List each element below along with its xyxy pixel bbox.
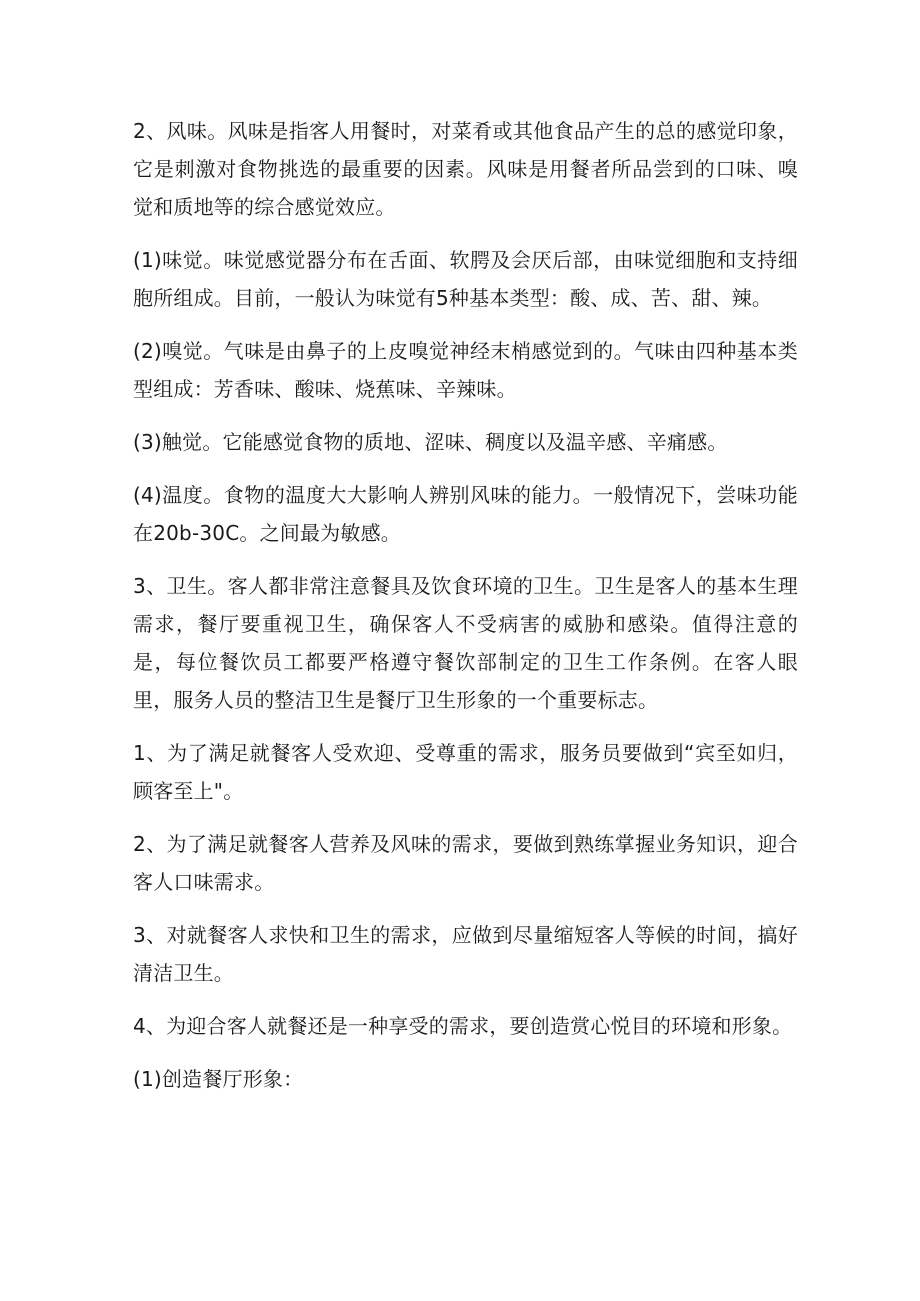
paragraph-restaurant-image: (1)创造餐厅形象： [133,1067,304,1091]
paragraph-smell: (2)嗅觉。气味是由鼻子的上皮嗅觉神经末梢感觉到的。气味由四种基本类型组成：芳香味、酸味、烧蕉味、辛辣味。 [133,339,798,401]
paragraph-flavor: 2、风味。风味是指客人用餐时，对菜肴或其他食品产生的总的感觉印象，它是刺激对食物挑选的最重要的因素。风味是用餐者所品尝到的口味、嗅觉和质地等的综合感觉效应。 [133,119,798,219]
document-body [133,112,798,1113]
paragraph-welcome-need: 1、为了满足就餐客人受欢迎、受尊重的需求，服务员要做到“宾至如归，顾客至上"。 [133,741,798,803]
paragraph-enjoyment-need: 4、为迎合客人就餐还是一种享受的需求，要创造赏心悦目的环境和形象。 [133,1014,793,1038]
paragraph-nutrition-need: 2、为了满足就餐客人营养及风味的需求，要做到熟练掌握业务知识，迎合客人口味需求。 [133,832,798,894]
paragraph-hygiene: 3、卫生。客人都非常注意餐具及饮食环境的卫生。卫生是客人的基本生理需求，餐厅要重视卫生，确保客人不受病害的威胁和感染。值得注意的是，每位餐饮员工都要严格遵守餐饮部制定的卫生工作条例。在客人眼里，服务人员的整洁卫生是餐厅卫生形象的一个重要标志。 [133,574,798,712]
paragraph-speed-need: 3、对就餐客人求快和卫生的需求，应做到尽量缩短客人等候的时间，搞好清洁卫生。 [133,923,798,985]
paragraph-temperature: (4)温度。食物的温度大大影响人辨别风味的能力。一般情况下，尝味功能在20b-30C。之间最为敏感。 [133,483,798,545]
paragraph-touch: (3)触觉。它能感觉食物的质地、涩味、稠度以及温辛感、辛痛感。 [133,430,728,454]
paragraph-taste: (1)味觉。味觉感觉器分布在舌面、软腭及会厌后部，由味觉细胞和支持细胞所组成。目前，一般认为味觉有5种基本类型：酸、成、苦、甜、辣。 [133,248,798,310]
